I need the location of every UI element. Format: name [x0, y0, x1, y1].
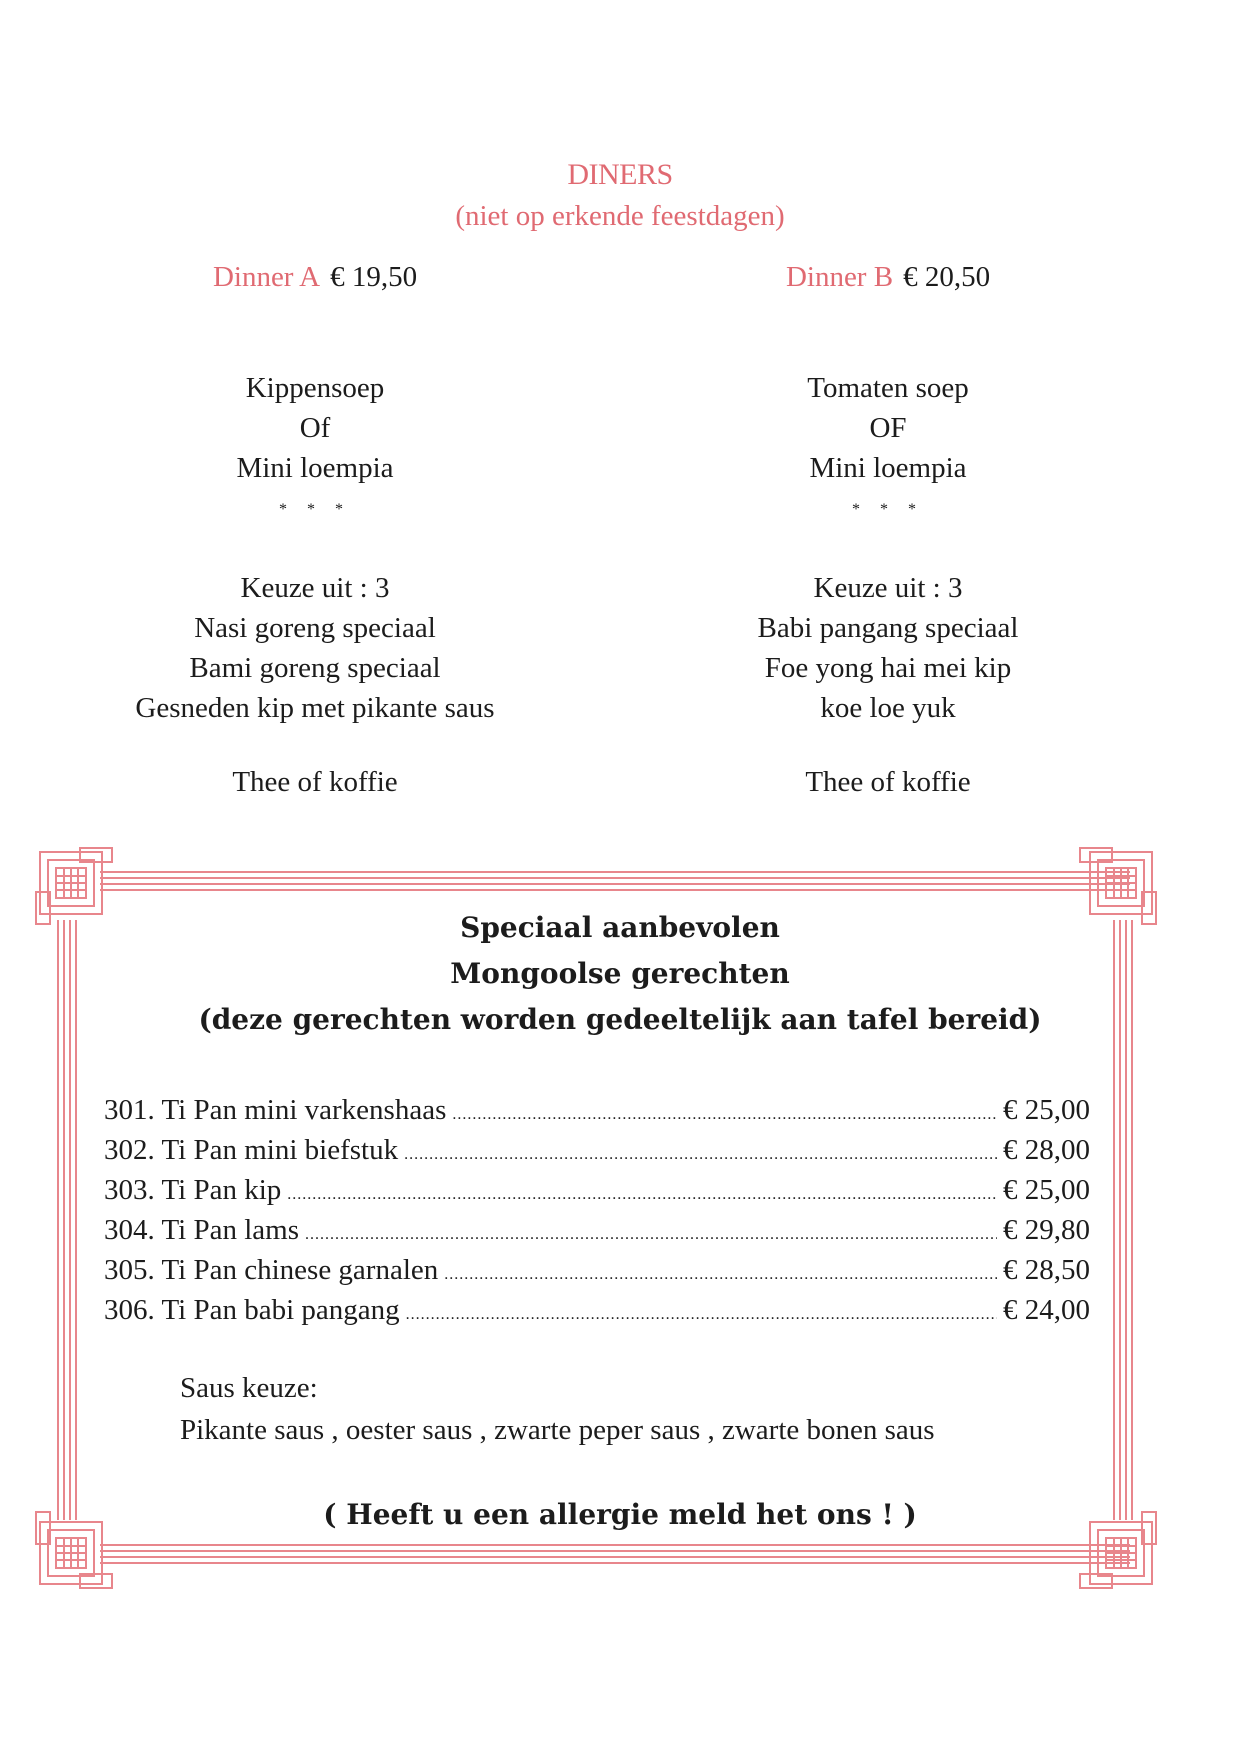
leader-dots — [287, 1175, 997, 1215]
list-item — [104, 1090, 1090, 1130]
dinner-a-dish: Bami goreng speciaal — [189, 652, 441, 684]
dinner-b-header — [608, 258, 1168, 296]
leader-dots — [452, 1095, 997, 1135]
special-title: Speciaal aanbevolen — [460, 911, 780, 944]
item-price: € 25,00 — [1003, 1174, 1090, 1206]
dinner-b-drink: Thee of koffie — [805, 766, 971, 798]
sauce-options: Pikante saus , oester saus , zwarte peper saus , zwarte bonen saus — [180, 1414, 935, 1446]
dinner-a-price: € 19,50 — [330, 261, 418, 293]
dinner-a-header — [35, 258, 595, 296]
item-name: 304. Ti Pan lams — [104, 1214, 299, 1246]
dinner-b-stars: * * * — [852, 501, 924, 518]
list-item — [104, 1130, 1090, 1170]
item-price: € 29,80 — [1003, 1214, 1090, 1246]
dinner-a-or: Of — [299, 412, 331, 444]
special-header — [100, 905, 1140, 1043]
leader-dots — [444, 1255, 997, 1295]
list-item — [104, 1210, 1090, 1250]
sauce-label: Saus keuze: — [180, 1372, 318, 1404]
dinner-b-dish: koe loe yuk — [820, 692, 956, 724]
special-note: (deze gerechten worden gedeeltelijk aan tafel bereid) — [198, 1003, 1042, 1036]
item-price: € 28,00 — [1003, 1134, 1090, 1166]
dinner-b-soup: Tomaten soep — [807, 372, 969, 404]
list-item — [104, 1250, 1090, 1290]
diners-subtitle: (niet op erkende feestdagen) — [455, 200, 785, 232]
dinner-a-stars: * * * — [279, 501, 351, 518]
dinner-b-dish: Foe yong hai mei kip — [764, 652, 1012, 684]
item-price: € 24,00 — [1003, 1294, 1090, 1326]
dinner-b-name: Dinner B — [785, 261, 894, 293]
item-name: 301. Ti Pan mini varkenshaas — [104, 1094, 447, 1126]
item-price: € 28,50 — [1003, 1254, 1090, 1286]
dinner-b-dish: Babi pangang speciaal — [757, 612, 1019, 644]
item-name: 302. Ti Pan mini biefstuk — [104, 1134, 399, 1166]
dinner-a-menu — [35, 258, 595, 802]
dinner-b-choice: Keuze uit : 3 — [813, 572, 963, 604]
list-item — [104, 1170, 1090, 1210]
dinner-b-price: € 20,50 — [903, 261, 991, 293]
leader-dots — [305, 1215, 997, 1255]
diners-title: DINERS — [567, 158, 673, 191]
list-item — [104, 1290, 1090, 1330]
item-name: 303. Ti Pan kip — [104, 1174, 282, 1206]
special-items-list — [104, 1090, 1090, 1330]
dinner-b-or: OF — [869, 412, 907, 444]
dinner-a-drink: Thee of koffie — [232, 766, 398, 798]
item-name: 305. Ti Pan chinese garnalen — [104, 1254, 439, 1286]
leader-dots — [404, 1135, 997, 1175]
sauce-section — [180, 1367, 935, 1451]
special-subtitle: Mongoolse gerechten — [450, 957, 790, 990]
dinner-a-dish: Nasi goreng speciaal — [194, 612, 436, 644]
item-price: € 25,00 — [1003, 1094, 1090, 1126]
leader-dots — [406, 1295, 997, 1335]
dinner-a-choice: Keuze uit : 3 — [240, 572, 390, 604]
dinner-b-menu — [608, 258, 1168, 802]
dinner-b-alt: Mini loempia — [809, 452, 967, 484]
dinner-a-alt: Mini loempia — [236, 452, 394, 484]
dinner-a-soup: Kippensoep — [245, 372, 385, 404]
allergy-notice: ( Heeft u een allergie meld het ons ! ) — [323, 1498, 917, 1531]
dinner-a-name: Dinner A — [212, 261, 321, 293]
item-name: 306. Ti Pan babi pangang — [104, 1294, 400, 1326]
dinner-a-dish: Gesneden kip met pikante saus — [135, 692, 495, 724]
